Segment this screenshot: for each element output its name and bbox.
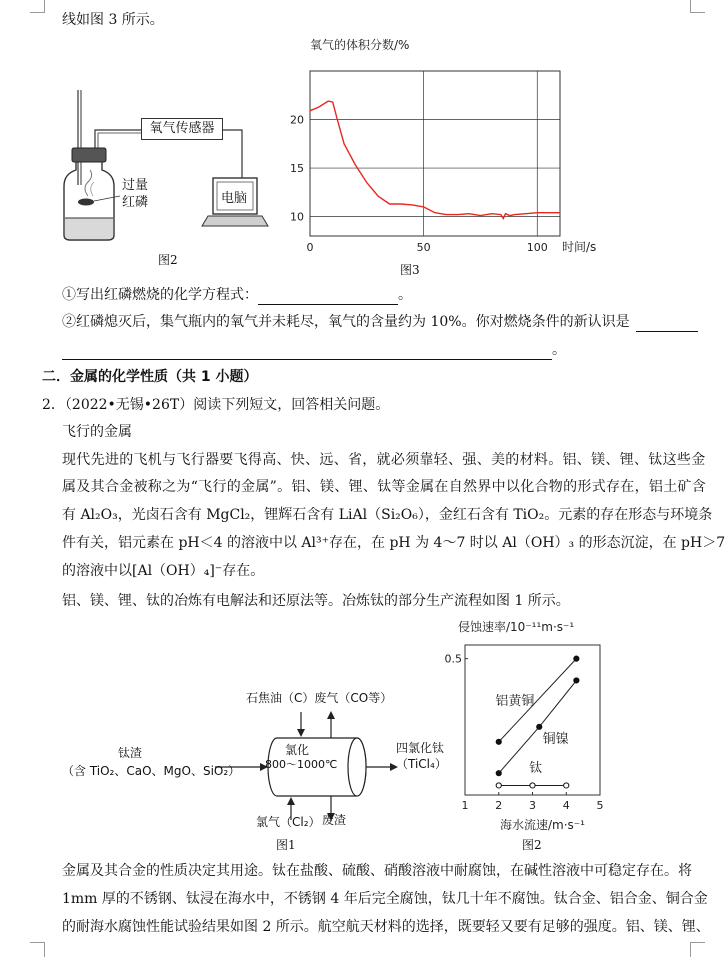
- paragraph-3-line-1: 金属及其合金的性质决定其用途。钛在盐酸、硫酸、硝酸溶液中耐腐蚀，在碱性溶液中可稳定存在。将: [62, 863, 692, 879]
- oxygen-sensor-box: [141, 118, 223, 140]
- fig1-caption: 图1: [276, 838, 296, 852]
- fig2c-y-axis-label: 侵蚀速率/10⁻¹¹m·s⁻¹: [458, 620, 575, 634]
- question-2-answer-blank-1[interactable]: [636, 317, 698, 332]
- paragraph-1-line-2: 属及其合金被称之为“飞行的金属”。铝、镁、锂、钛等金属在自然界中以化合物的形式存在，铝土矿含: [62, 479, 707, 495]
- fig3-y-tick-label: 10: [290, 210, 304, 224]
- fig1-reactor-label-2: 800～1000℃: [265, 758, 338, 771]
- fig3-plot-frame: [310, 71, 560, 236]
- fig2c-data-point: [574, 678, 579, 683]
- fig2c-series-label: 钛: [529, 760, 543, 776]
- fig3-x-tick-label: 100: [526, 241, 548, 254]
- intro-line: 线如图 3 所示。: [62, 12, 164, 28]
- question-2-answer-blank-2[interactable]: [62, 345, 552, 360]
- label-pointer: [94, 196, 120, 201]
- question-2: [62, 312, 698, 332]
- fig1-right-output-1: 四氯化钛: [396, 741, 445, 755]
- page-corner-bottom-left: [30, 942, 45, 957]
- problem-2-header: 2．（2022•无锡•26T）阅读下列短文，回答相关问题。: [42, 397, 390, 413]
- question-1-answer-blank[interactable]: [258, 290, 398, 305]
- fig1-left-input-2: （含 TiO₂、CaO、MgO、SiO₂）: [62, 764, 241, 778]
- fig2c-x-tick-label: 2: [495, 799, 503, 812]
- question-1-end: 。: [398, 287, 412, 303]
- fig2c-data-point: [564, 783, 569, 788]
- paragraph-1-line-4: 件有关，铝元素在 pH＜4 的溶液中以 Al³⁺存在，在 pH 为 4～7 时以 Al（OH）₃ 的形态沉淀，在 pH＞7: [62, 535, 726, 551]
- fig3-y-tick-label: 15: [290, 162, 304, 176]
- fig2-chart-caption: 图2: [522, 838, 542, 852]
- fig2c-data-point: [537, 724, 542, 729]
- phosphorus-spoon: [78, 199, 94, 206]
- article-title: 飞行的金属: [62, 424, 132, 440]
- computer-label: 电脑: [221, 191, 248, 206]
- fig2c-series-label: 铝黄铜: [495, 694, 535, 709]
- fig3-oxygen-chart: [290, 36, 620, 261]
- paragraph-1-line-1: 现代先进的飞机与飞行器要飞得高、快、远、省，就必须靠轻、强、美的材料。铝、镁、锂、钛这些金: [62, 452, 706, 468]
- bottle-water: [65, 218, 113, 239]
- fig2c-x-tick-label: 1: [461, 799, 469, 812]
- fig2c-x-tick-label: 4: [562, 799, 570, 812]
- fig3-oxygen-series-line: [310, 101, 560, 218]
- fig3-x-tick-label: 0: [306, 241, 314, 254]
- fig3-y-tick-label: 20: [290, 113, 304, 127]
- page-corner-bottom-right: [690, 942, 705, 957]
- fig3-x-axis-label: 时间/s: [562, 240, 597, 254]
- fig3-caption: 图3: [400, 263, 420, 277]
- question-2-end: 。: [552, 342, 566, 358]
- fig3-x-tick-label: 50: [416, 241, 431, 254]
- fig2c-x-tick-label: 5: [596, 799, 604, 812]
- fig1-left-input-1: 钛渣: [118, 746, 143, 760]
- fig2c-data-point: [574, 656, 579, 661]
- fig2c-data-point: [530, 783, 535, 788]
- paragraph-3-line-2: 1mm 厚的不锈钢、钛浸在海水中，不锈钢 4 年后完全腐蚀，钛几十年不腐蚀。钛合金、铝合金、铜合金: [62, 891, 708, 907]
- fig2c-y-tick-label: 0.5: [444, 652, 462, 666]
- fig3-y-axis-label: 氧气的体积分数/%: [310, 38, 410, 52]
- paragraph-3-line-3: 的耐海水腐蚀性能试验结果如图 2 所示。航空航天材料的选择，既要轻又要有足够的强度。铝、镁、锂、: [62, 919, 710, 935]
- fig2-caption: 图2: [158, 253, 178, 267]
- question-2-line-2: [62, 340, 566, 360]
- phosphorus-label-2: 红磷: [122, 195, 149, 210]
- computer-keyboard: [202, 216, 268, 226]
- paragraph-1-line-3: 有 Al₂O₃，光卤石含有 MgCl₂，锂辉石含有 LiAl（Si₂O₆），金红石含有 TiO₂。元素的存在形态与环境条: [62, 507, 713, 523]
- sensor-wire-right: [222, 130, 242, 178]
- fig2c-data-point: [496, 739, 501, 744]
- section-2-title: 二．金属的化学性质（共 1 小题）: [42, 369, 258, 385]
- fig2c-data-point: [496, 783, 501, 788]
- oxygen-sensor-label: 氧气传感器: [149, 121, 215, 136]
- fig1-bottom-output: 废渣: [322, 813, 347, 827]
- page-corner-top-right: [690, 0, 705, 13]
- fig2c-series-label: 铜镍: [542, 732, 569, 748]
- paragraph-1-line-5: 的溶液中以[Al（OH）₄]⁻存在。: [62, 563, 265, 579]
- sensor-wire-left-2: [98, 133, 142, 148]
- question-2-text: ②红磷熄灭后，集气瓶内的氧气并未耗尽，氧气的含量约为 10%。你对燃烧条件的新认识是: [62, 314, 630, 330]
- phosphorus-label-1: 过量: [122, 178, 149, 193]
- flame-smoke: [85, 170, 92, 196]
- fig2c-x-axis-label: 海水流速/m·s⁻¹: [500, 818, 585, 832]
- fig1-reactor-label-1: 氯化: [285, 743, 310, 757]
- fig2c-data-point: [496, 771, 501, 776]
- fig1-right-output-2: （TiCl₄）: [396, 757, 447, 771]
- bottle-stopper: [72, 148, 106, 162]
- fig1-bottom-input: 氯气（Cl₂）: [256, 815, 321, 829]
- fig2c-x-tick-label: 3: [529, 799, 536, 812]
- fig2-corrosion-chart: [440, 615, 630, 855]
- page-corner-top-left: [30, 0, 45, 13]
- question-1: [62, 285, 412, 305]
- fig1-top-input: 石焦油（C）废气（CO等）: [246, 691, 393, 705]
- paragraph-2: 铝、镁、锂、钛的冶炼有电解法和还原法等。冶炼钛的部分生产流程如图 1 所示。: [62, 593, 570, 609]
- question-1-text: ①写出红磷燃烧的化学方程式：: [62, 287, 258, 303]
